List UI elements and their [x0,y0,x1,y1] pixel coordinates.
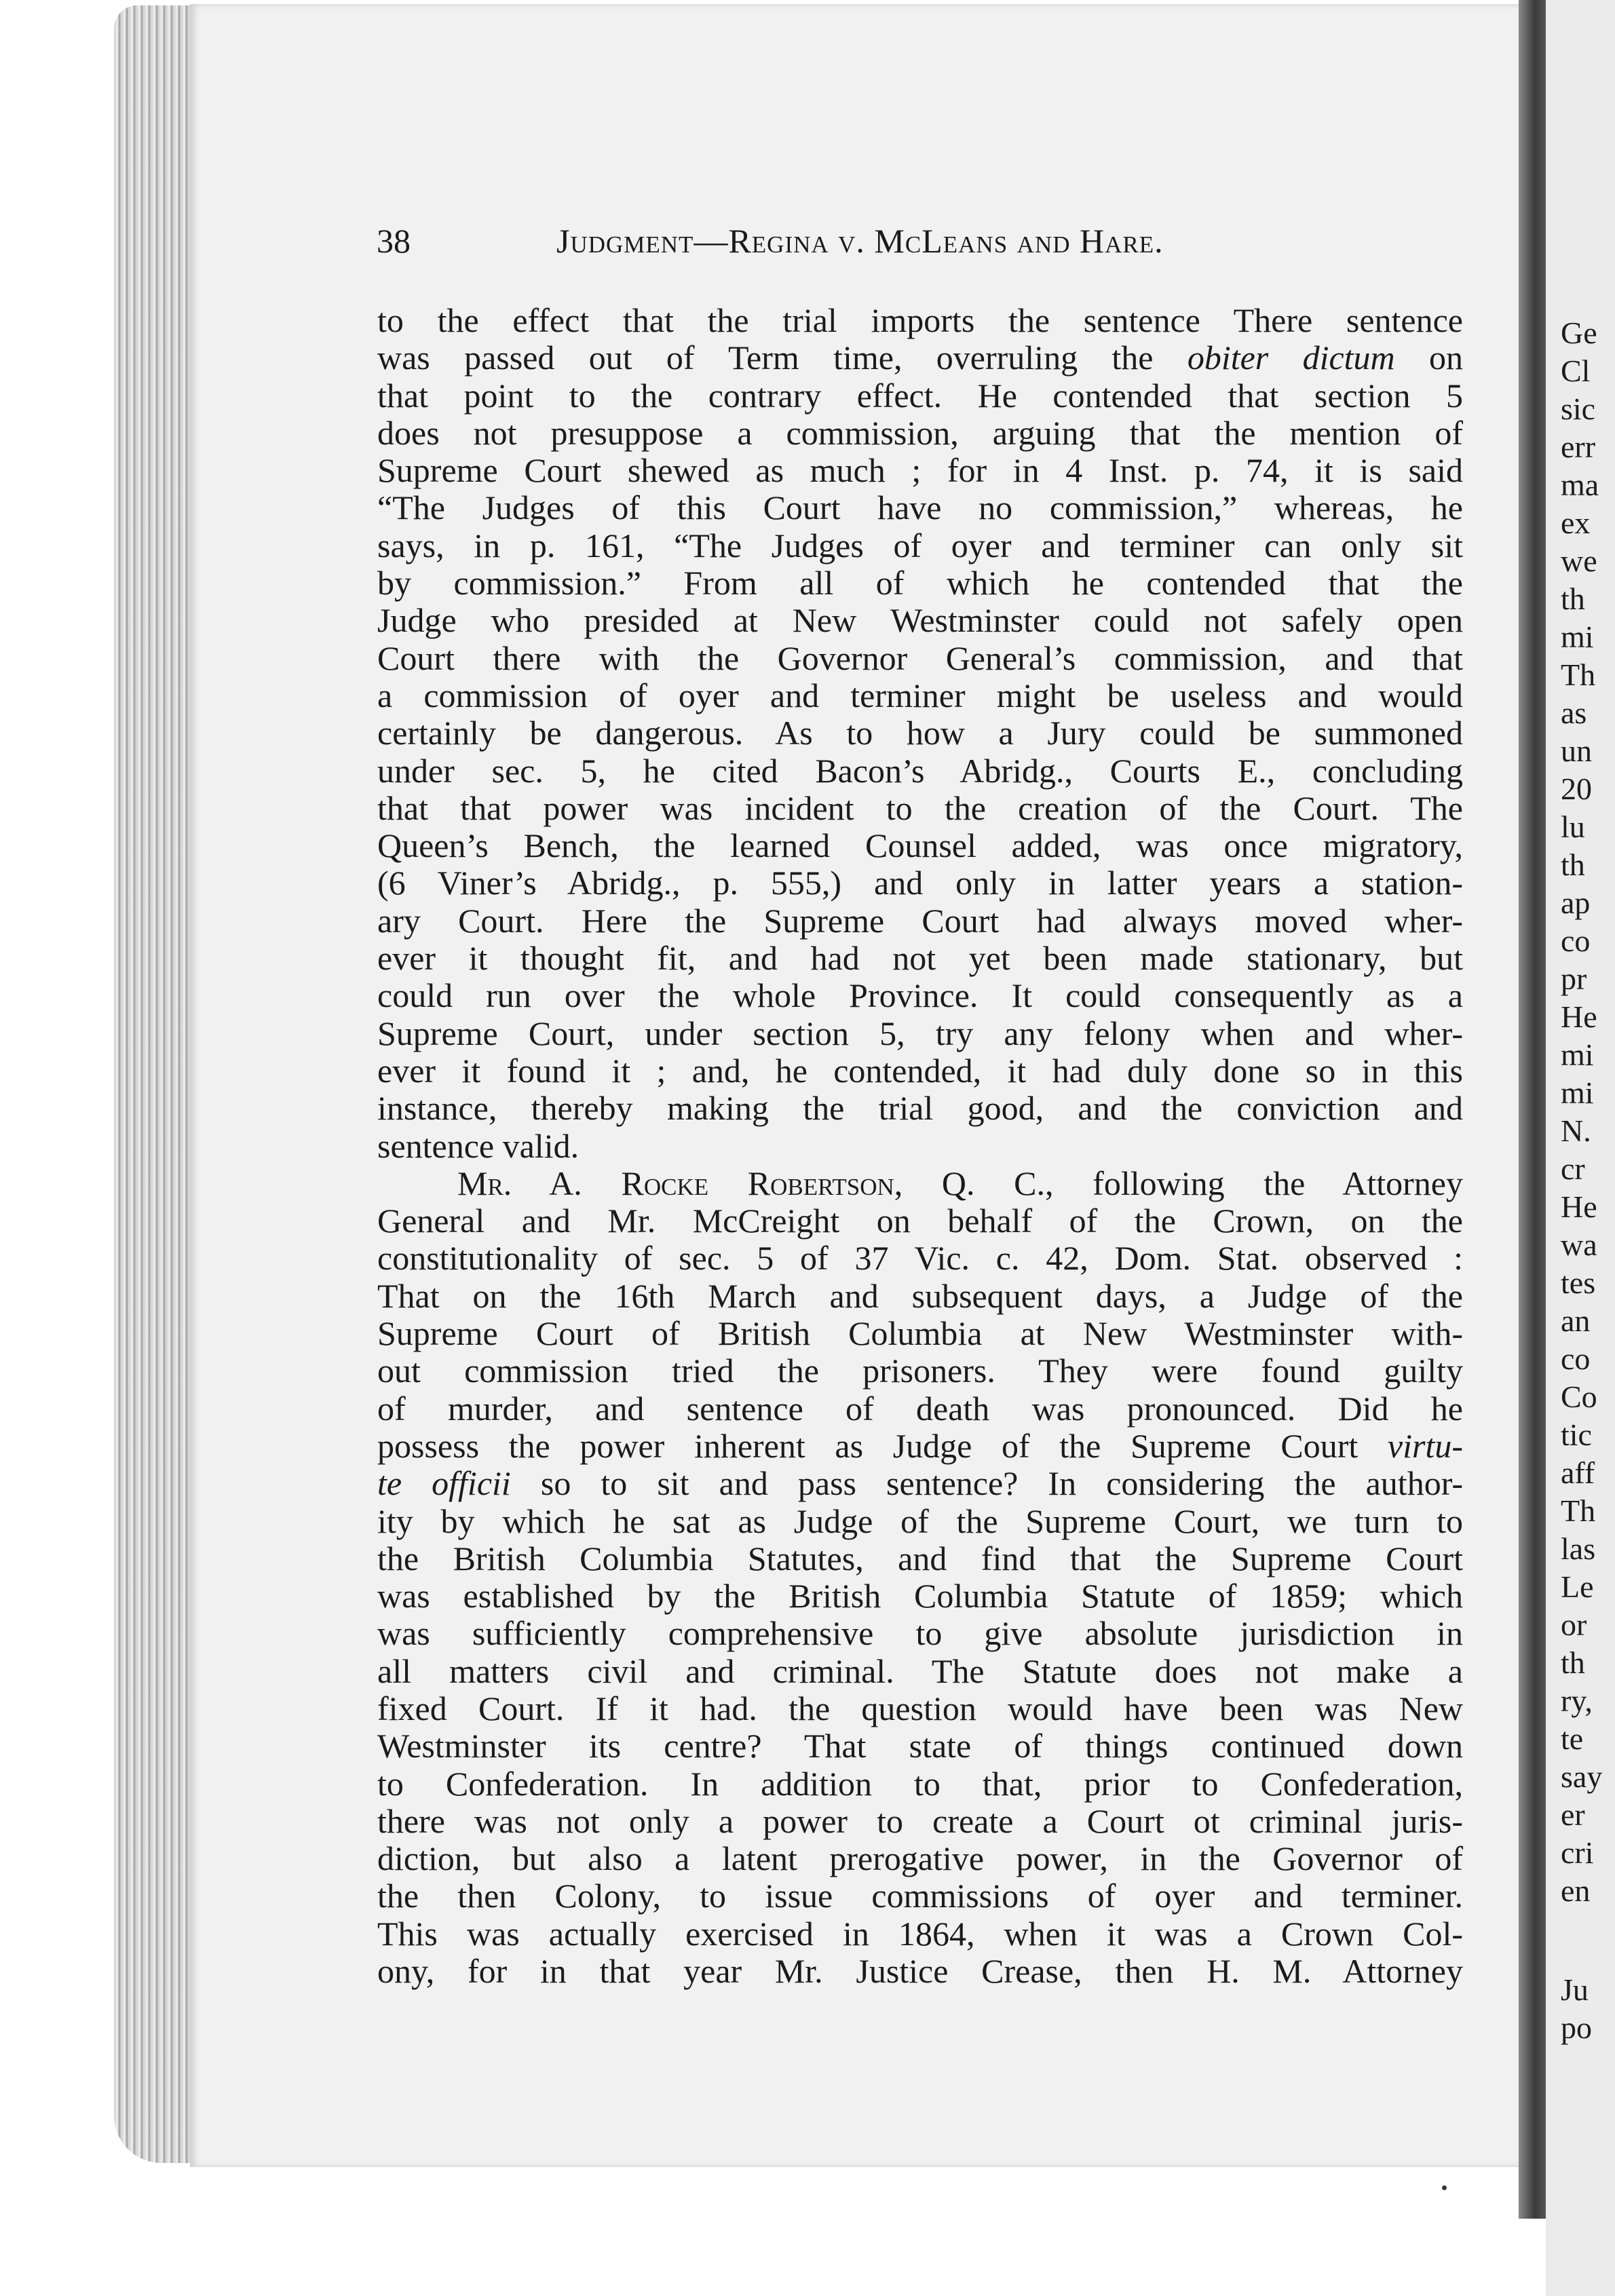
text-line: that that power was incident to the creation of the Court. The [377,788,1463,827]
text-line: says, in p. 161, “The Judges of oyer and terminer can only sit [377,526,1463,565]
running-head-title: Judgment—Regina v. McLeans and Hare. [556,222,1164,260]
text-line: was established by the British Columbia Statute of 1859; which [377,1577,1463,1615]
text-line: Westminster its centre? That state of things continued down [377,1727,1463,1765]
text-line: by commission.” From all of which he contended that the [377,564,1463,602]
text-line: Supreme Court of British Columbia at New Westminster with- [377,1314,1463,1353]
facing-page-fragment: N. [1561,1113,1591,1148]
text-line: Judge who presided at New Westminster could not safely open [377,601,1463,640]
facing-page-fragment: He [1561,1189,1597,1224]
text-line: te officii so to sit and pass sentence? In considering the author- [377,1464,1463,1503]
ink-speck [1442,2185,1447,2190]
text-line: “The Judges of this Court have no commission,” whereas, he [377,489,1463,527]
text-line: Supreme Court shewed as much ; for in 4 Inst. p. 74, it is said [377,451,1463,490]
facing-page-fragment: say [1561,1759,1603,1794]
facing-page-fragment: Co [1561,1379,1597,1414]
facing-page-fragment: aff [1561,1455,1595,1490]
text-line: there was not only a power to create a Court ot criminal juris- [377,1801,1463,1840]
facing-page-fragment: te [1561,1721,1584,1756]
text-line: instance, thereby making the trial good, and the conviction and [377,1089,1463,1128]
text-line: constitutionality of sec. 5 of 37 Vic. c. 42, Dom. Stat. observed : [377,1239,1463,1278]
facing-page-fragment: Ju [1561,1972,1589,2007]
facing-page-fragment: pr [1561,961,1587,996]
facing-page-fragment: mi [1561,1037,1594,1072]
facing-page-fragment: ex [1561,505,1591,540]
facing-page-fragment: mi [1561,619,1594,654]
facing-page-fragment: tic [1561,1417,1592,1452]
text-line: diction, but also a latent prerogative power, in the Governor of [377,1839,1463,1878]
facing-page-fragment: wa [1561,1227,1597,1262]
facing-page-fragment: or [1561,1607,1587,1642]
facing-page-fragment: lu [1561,809,1585,844]
facing-page-fragment: sic [1561,391,1596,426]
facing-page-fragment: ma [1561,467,1599,502]
body-text [377,302,1463,1990]
text-line: the then Colony, to issue commissions of oyer and terminer. [377,1877,1463,1915]
facing-page-fragment: Ge [1561,315,1597,350]
book-page-edges [114,5,194,2163]
text-line: ity by which he sat as Judge of the Supreme Court, we turn to [377,1501,1463,1540]
facing-page-fragment: an [1561,1303,1591,1338]
text-line: under sec. 5, he cited Bacon’s Abridg., Courts E., concluding [377,751,1463,790]
facing-page-fragment: cr [1561,1151,1585,1186]
facing-page-fragment: ap [1561,885,1591,920]
facing-page-fragment: po [1561,2010,1592,2045]
text-line: Court there with the Governor General’s commission, and that [377,638,1463,677]
facing-page-fragment: Th [1561,657,1596,692]
facing-page-fragment: en [1561,1873,1591,1908]
facing-page-fragment: Th [1561,1493,1596,1528]
text-line: out commission tried the prisoners. They were found guilty [377,1352,1463,1390]
facing-page-fragment: co [1561,923,1591,958]
paragraph-start-line: Mr. A. Rocke Robertson, Q. C., following the Attorney [457,1164,1463,1202]
text-line: General and Mr. McCreight on behalf of the Crown, on the [377,1202,1463,1240]
text-line: of murder, and sentence of death was pronounced. Did he [377,1389,1463,1428]
text-line: Queen’s Bench, the learned Counsel added, was once migratory, [377,826,1463,865]
book-gutter [1519,0,1546,2219]
facing-page-fragment: las [1561,1531,1596,1566]
facing-page-fragment: ry, [1561,1683,1593,1718]
page-number: 38 [377,222,411,260]
text-line: possess the power inherent as Judge of the Supreme Court virtu- [377,1426,1463,1465]
text-line: could run over the whole Province. It could consequently as a [377,976,1463,1015]
text-line: certainly be dangerous. As to how a Jury could be summoned [377,714,1463,752]
text-line: that point to the contrary effect. He contended that section 5 [377,376,1463,415]
text-line: sentence valid. [377,1126,580,1165]
facing-page-fragment: th [1561,1645,1585,1680]
text-line: ary Court. Here the Supreme Court had always moved wher- [377,901,1463,940]
text-line: does not presuppose a commission, arguing that the mention of [377,413,1463,452]
text-line: fixed Court. If it had. the question would have been was New [377,1689,1463,1727]
text-line: That on the 16th March and subsequent days, a Judge of the [377,1276,1463,1315]
facing-page-fragment: mi [1561,1075,1594,1110]
facing-page-fragment: er [1561,1797,1585,1832]
text-line: Supreme Court, under section 5, try any felony when and wher- [377,1014,1463,1052]
facing-page-fragment: He [1561,999,1597,1034]
text-line: was passed out of Term time, overruling the obiter dictum on [377,339,1463,377]
facing-page-fragment: co [1561,1341,1591,1376]
text-line: was sufficiently comprehensive to give absolute jurisdiction in [377,1614,1463,1653]
text-line: all matters civil and criminal. The Statute does not make a [377,1651,1463,1690]
text-line: This was actually exercised in 1864, when it was a Crown Col- [377,1914,1463,1953]
text-line: to the effect that the trial imports the sentence There sentence [377,301,1463,339]
facing-page-fragment: as [1561,695,1587,730]
facing-page-fragment: Cl [1561,353,1591,388]
facing-page-fragment: Le [1561,1569,1594,1604]
facing-page-fragment: th [1561,847,1585,882]
text-line: a commission of oyer and terminer might be useless and would [377,676,1463,714]
text-line: (6 Viner’s Abridg., p. 555,) and only in latter years a station- [377,864,1463,902]
facing-page-fragment: un [1561,733,1592,768]
text-line: the British Columbia Statutes, and find that the Supreme Court [377,1539,1463,1577]
text-line: ever it found it ; and, he contended, it had duly done so in this [377,1051,1463,1090]
text-line: to Confederation. In addition to that, prior to Confederation, [377,1764,1463,1803]
facing-page-fragment: 20 [1561,771,1592,806]
facing-page-fragment: cri [1561,1835,1594,1870]
facing-page-fragment: err [1561,429,1596,464]
facing-page-fragment: we [1561,543,1597,578]
facing-page-fragment: th [1561,581,1585,616]
facing-page-fragment: tes [1561,1265,1596,1300]
text-line: ever it thought fit, and had not yet been made stationary, but [377,939,1463,978]
text-line: ony, for in that year Mr. Justice Crease, then H. M. Attorney [377,1952,1463,1991]
